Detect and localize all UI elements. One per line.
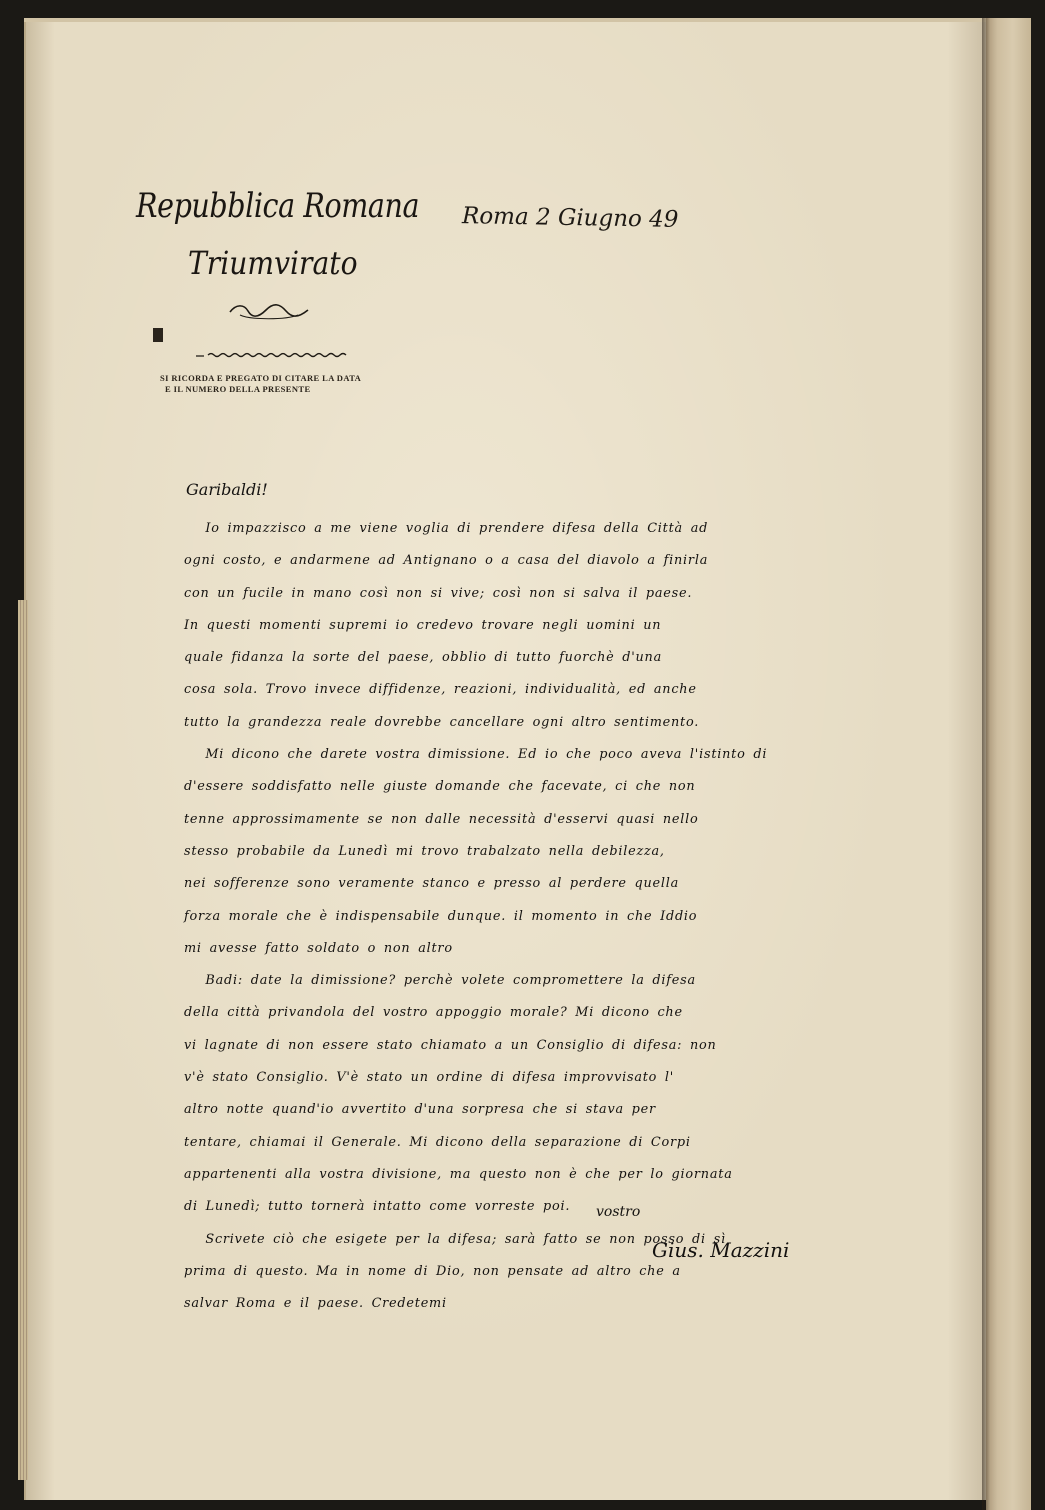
flourish-ornament <box>226 300 312 322</box>
book-spine <box>986 18 1031 1510</box>
letter-line: tenne approssimamente se non dalle necessità d'esservi quasi nello <box>184 811 699 827</box>
letter-line: con un fucile in mano così non si vive; così non si salva il paese. <box>184 585 693 601</box>
letter-line: quale fidanza la sorte del paese, obblio di tutto fuorchè d'una <box>184 650 663 666</box>
gutter-shadow <box>982 18 990 1510</box>
letter-line: tentare, chiamai il Generale. Mi dicono della separazione di Corpi <box>184 1134 691 1150</box>
letter-line: cosa sola. Trovo invece diffidenze, reazioni, individualità, ed anche <box>184 682 697 698</box>
letter-line: v'è stato Consiglio. V'è stato un ordine di difesa improvvisato l' <box>184 1070 675 1086</box>
letter-line: di Lunedì; tutto tornerà intatto come vorreste poi. <box>184 1199 571 1215</box>
letter-line: Io impazzisco a me viene voglia di prendere difesa della Città ad <box>205 521 709 536</box>
salutation: Garibaldi! <box>186 480 268 499</box>
letter-line: stesso probabile da Lunedì mi trovo trabalzato nella debilezza, <box>184 843 665 859</box>
letter-line: Mi dicono che darete vostra dimissione. Ed io che poco aveva l'istinto di <box>205 747 768 763</box>
letter-closing: vostro <box>596 1204 641 1220</box>
letter-lines <box>184 513 904 1320</box>
letter-body <box>184 480 904 1320</box>
page-stack-edge <box>18 600 28 1480</box>
signature: Gius. Mazzini <box>652 1238 790 1262</box>
letter-line: della città privandola del vostro appoggio morale? Mi dicono che <box>184 1005 683 1021</box>
letterhead <box>136 186 420 282</box>
letter-line: d'essere soddisfatto nelle giuste domande che facevate, ci che non <box>184 779 696 795</box>
letter-line: prima di questo. Ma in nome di Dio, non pensate ad altro che a <box>184 1263 681 1279</box>
letter-line: ogni costo, e andarmene ad Antignano o a casa del diavolo a finirla <box>184 553 709 569</box>
letter-line: nei sofferenze sono veramente stanco e presso al perdere quella <box>184 876 680 892</box>
letter-line: vi lagnate di non essere stato chiamato a un Consiglio di difesa: non <box>184 1037 717 1053</box>
letter-line: mi avesse fatto soldato o non altro <box>184 940 453 956</box>
letter-date: Roma 2 Giugno 49 <box>461 203 679 233</box>
letter-line: Scrivete ciò che esigete per la difesa; sarà fatto se non posso di sì <box>205 1231 726 1247</box>
letter-line: tutto la grandezza reale dovrebbe cancellare ogni altro sentimento. <box>184 714 700 730</box>
letterhead-title: Repubblica Romana <box>136 186 420 226</box>
registry-mark <box>153 328 163 342</box>
wavy-rule-ornament <box>196 350 348 360</box>
letter-line: forza morale che è indispensabile dunque. il momento in che Iddio <box>184 908 698 924</box>
letter-line: appartenenti alla vostra divisione, ma questo non è che per lo giornata <box>184 1166 733 1182</box>
letterhead-subtitle: Triumvirato <box>188 244 358 282</box>
letterhead-notice: SI RICORDA E PREGATO DI CITARE LA DATA E IL NUMERO DELLA PRESENTE <box>160 373 362 394</box>
letter-line: altro notte quand'io avvertito d'una sorpresa che si stava per <box>184 1102 656 1118</box>
letter-line: salvar Roma e il paese. Credetemi <box>184 1296 447 1312</box>
letter-line: Badi: date la dimissione? perchè volete compromettere la difesa <box>205 973 696 989</box>
letter-line: In questi momenti supremi io credevo trovare negli uomini un <box>184 617 662 633</box>
